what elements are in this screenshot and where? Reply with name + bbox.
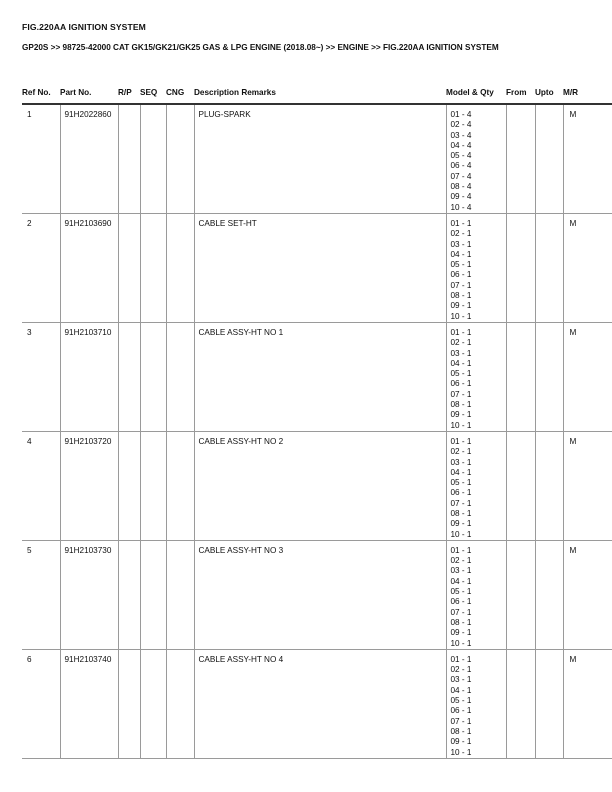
rp-cell (118, 322, 140, 431)
part-no-cell: 91H2103720 (60, 431, 118, 540)
model-qty-entry: 09 - 1 (450, 628, 472, 638)
mr-cell: M (563, 649, 612, 758)
model-qty-entry: 04 - 4 (450, 140, 472, 150)
description-cell: CABLE ASSY-HT NO 3 (194, 540, 446, 649)
mr-cell: M (563, 213, 612, 322)
model-qty-entry: 01 - 1 (450, 327, 472, 337)
model-qty-entry: 10 - 1 (450, 420, 472, 430)
seq-cell (140, 431, 166, 540)
model-qty-cell (446, 104, 506, 213)
parts-table (22, 85, 612, 759)
model-qty-list (451, 219, 506, 322)
model-qty-list (451, 110, 506, 213)
model-qty-entry: 01 - 1 (450, 654, 472, 664)
model-qty-entry: 07 - 1 (450, 716, 472, 726)
upto-cell (535, 322, 563, 431)
part-no-cell: 91H2103730 (60, 540, 118, 649)
model-qty-entry: 05 - 1 (450, 369, 472, 379)
table-header-row (22, 85, 612, 104)
model-qty-cell (446, 540, 506, 649)
model-qty-entry: 07 - 4 (450, 171, 472, 181)
model-qty-list (451, 437, 506, 540)
ref-no-cell: 3 (22, 322, 60, 431)
model-qty-entry: 01 - 1 (450, 218, 472, 228)
cng-cell (166, 649, 194, 758)
model-qty-entry: 02 - 4 (450, 120, 472, 130)
model-qty-entry: 10 - 1 (450, 311, 472, 321)
cng-cell (166, 540, 194, 649)
model-qty-list (451, 546, 506, 649)
ref-no-cell: 4 (22, 431, 60, 540)
model-qty-entry: 09 - 1 (450, 410, 472, 420)
cng-cell (166, 322, 194, 431)
model-qty-entry: 08 - 1 (450, 400, 472, 410)
model-qty-entry: 02 - 1 (450, 447, 472, 457)
mr-cell: M (563, 322, 612, 431)
model-qty-entry: 08 - 4 (450, 182, 472, 192)
column-header-part-no: Part No. (60, 85, 118, 104)
rp-cell (118, 649, 140, 758)
cng-cell (166, 213, 194, 322)
table-row (22, 213, 612, 322)
mr-cell: M (563, 431, 612, 540)
model-qty-cell (446, 649, 506, 758)
rp-cell (118, 540, 140, 649)
table-row (22, 322, 612, 431)
column-header-cng: CNG (166, 85, 194, 104)
upto-cell (535, 431, 563, 540)
model-qty-entry: 10 - 1 (450, 529, 472, 539)
model-qty-entry: 08 - 1 (450, 726, 472, 736)
model-qty-entry: 09 - 1 (450, 737, 472, 747)
model-qty-cell (446, 322, 506, 431)
model-qty-entry: 04 - 1 (450, 249, 472, 259)
rp-cell (118, 431, 140, 540)
description-cell: CABLE ASSY-HT NO 1 (194, 322, 446, 431)
model-qty-entry: 08 - 1 (450, 508, 472, 518)
model-qty-entry: 01 - 1 (450, 545, 472, 555)
model-qty-entry: 09 - 4 (450, 192, 472, 202)
cng-cell (166, 431, 194, 540)
model-qty-entry: 04 - 1 (450, 467, 472, 477)
model-qty-entry: 10 - 1 (450, 638, 472, 648)
model-qty-entry: 02 - 1 (450, 556, 472, 566)
model-qty-entry: 04 - 1 (450, 358, 472, 368)
part-no-cell: 91H2103690 (60, 213, 118, 322)
model-qty-cell (446, 213, 506, 322)
table-row (22, 431, 612, 540)
model-qty-entry: 03 - 1 (450, 457, 472, 467)
model-qty-entry: 01 - 1 (450, 436, 472, 446)
mr-cell: M (563, 104, 612, 213)
ref-no-cell: 2 (22, 213, 60, 322)
seq-cell (140, 322, 166, 431)
model-qty-entry: 06 - 1 (450, 270, 472, 280)
model-qty-entry: 04 - 1 (450, 685, 472, 695)
model-qty-list (451, 328, 506, 431)
model-qty-entry: 06 - 1 (450, 488, 472, 498)
from-cell (506, 104, 535, 213)
part-no-cell: 91H2103710 (60, 322, 118, 431)
model-qty-entry: 02 - 1 (450, 665, 472, 675)
model-qty-entry: 05 - 1 (450, 696, 472, 706)
part-no-cell: 91H2103740 (60, 649, 118, 758)
rp-cell (118, 104, 140, 213)
model-qty-entry: 05 - 1 (450, 587, 472, 597)
cng-cell (166, 104, 194, 213)
model-qty-entry: 06 - 4 (450, 161, 472, 171)
description-cell: CABLE SET-HT (194, 213, 446, 322)
description-cell: CABLE ASSY-HT NO 2 (194, 431, 446, 540)
model-qty-list (451, 655, 506, 758)
table-row (22, 649, 612, 758)
model-qty-entry: 07 - 1 (450, 280, 472, 290)
model-qty-entry: 10 - 1 (450, 747, 472, 757)
model-qty-entry: 07 - 1 (450, 498, 472, 508)
seq-cell (140, 649, 166, 758)
ref-no-cell: 6 (22, 649, 60, 758)
seq-cell (140, 213, 166, 322)
rp-cell (118, 213, 140, 322)
page-title: FIG.220AA IGNITION SYSTEM (22, 22, 146, 32)
model-qty-entry: 10 - 4 (450, 202, 472, 212)
table-row (22, 540, 612, 649)
upto-cell (535, 649, 563, 758)
model-qty-cell (446, 431, 506, 540)
column-header-description: Description Remarks (194, 85, 446, 104)
column-header-model-qty: Model & Qty (446, 85, 506, 104)
model-qty-entry: 03 - 1 (450, 566, 472, 576)
from-cell (506, 322, 535, 431)
model-qty-entry: 03 - 1 (450, 675, 472, 685)
model-qty-entry: 06 - 1 (450, 706, 472, 716)
model-qty-entry: 08 - 1 (450, 291, 472, 301)
model-qty-entry: 04 - 1 (450, 576, 472, 586)
model-qty-entry: 09 - 1 (450, 301, 472, 311)
upto-cell (535, 540, 563, 649)
model-qty-entry: 07 - 1 (450, 389, 472, 399)
description-cell: PLUG-SPARK (194, 104, 446, 213)
model-qty-entry: 06 - 1 (450, 379, 472, 389)
model-qty-entry: 06 - 1 (450, 597, 472, 607)
seq-cell (140, 540, 166, 649)
column-header-seq: SEQ (140, 85, 166, 104)
model-qty-entry: 01 - 4 (450, 110, 472, 119)
description-cell: CABLE ASSY-HT NO 4 (194, 649, 446, 758)
upto-cell (535, 104, 563, 213)
model-qty-entry: 07 - 1 (450, 607, 472, 617)
model-qty-entry: 05 - 4 (450, 151, 472, 161)
from-cell (506, 431, 535, 540)
model-qty-entry: 03 - 4 (450, 130, 472, 140)
model-qty-entry: 05 - 1 (450, 478, 472, 488)
seq-cell (140, 104, 166, 213)
column-header-rp: R/P (118, 85, 140, 104)
model-qty-entry: 09 - 1 (450, 519, 472, 529)
parts-table-body (22, 104, 612, 758)
from-cell (506, 213, 535, 322)
column-header-mr: M/R (563, 85, 612, 104)
from-cell (506, 540, 535, 649)
ref-no-cell: 1 (22, 104, 60, 213)
upto-cell (535, 213, 563, 322)
model-qty-entry: 03 - 1 (450, 348, 472, 358)
from-cell (506, 649, 535, 758)
column-header-from: From (506, 85, 535, 104)
model-qty-entry: 03 - 1 (450, 239, 472, 249)
mr-cell: M (563, 540, 612, 649)
model-qty-entry: 05 - 1 (450, 260, 472, 270)
ref-no-cell: 5 (22, 540, 60, 649)
part-no-cell: 91H2022860 (60, 104, 118, 213)
model-qty-entry: 08 - 1 (450, 617, 472, 627)
table-row (22, 104, 612, 213)
breadcrumb: GP20S >> 98725-42000 CAT GK15/GK21/GK25 GAS & LPG ENGINE (2018.08~) >> ENGINE >> FIG.220AA IGNITION SYSTEM (22, 43, 499, 52)
column-header-upto: Upto (535, 85, 563, 104)
model-qty-entry: 02 - 1 (450, 229, 472, 239)
model-qty-entry: 02 - 1 (450, 338, 472, 348)
column-header-ref-no: Ref No. (22, 85, 60, 104)
